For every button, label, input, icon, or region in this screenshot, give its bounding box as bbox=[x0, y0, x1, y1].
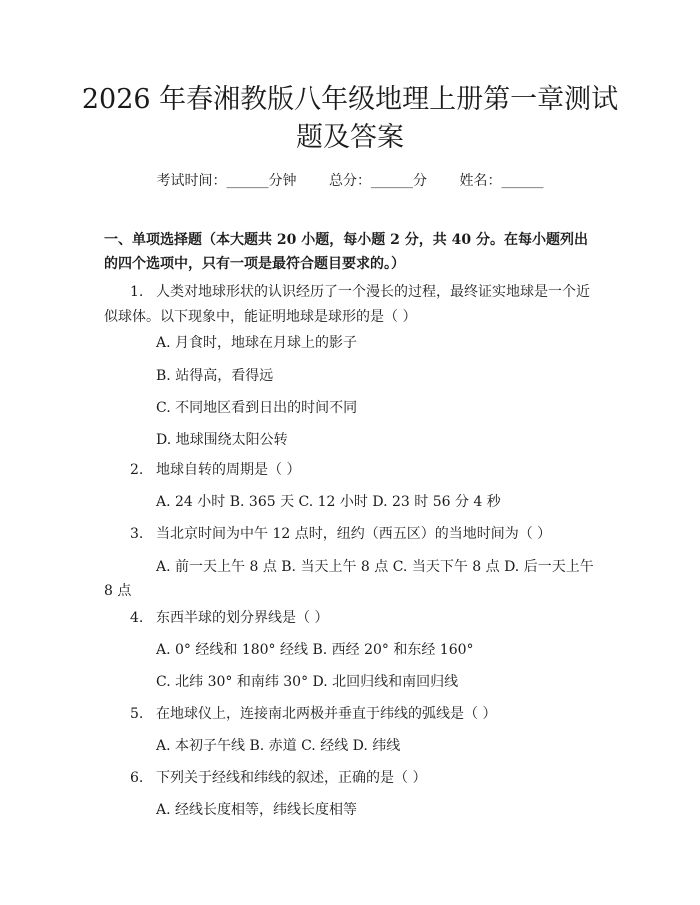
question-text: 下列关于经线和纬线的叙述，正确的是（ ） bbox=[156, 770, 427, 786]
q1-option-a: A. 月食时，地球在月球上的影子 bbox=[156, 335, 358, 351]
question-number: 5. bbox=[130, 706, 144, 722]
question-text: 人类对地球形状的认识经历了一个漫长的过程，最终证实地球是一个近似球体。以下现象中，能证明地球是球形的是（ ） bbox=[104, 284, 590, 325]
question-4 bbox=[104, 606, 596, 631]
question-text: 东西半球的划分界线是（ ） bbox=[156, 610, 329, 626]
question-5 bbox=[104, 702, 596, 727]
question-2 bbox=[104, 458, 596, 483]
q1-option-c: C. 不同地区看到日出的时间不同 bbox=[156, 400, 358, 416]
question-number: 3. bbox=[130, 526, 144, 542]
question-number: 4. bbox=[130, 610, 144, 626]
exam-meta bbox=[0, 170, 700, 190]
section-heading: 一、单项选择题（本大题共 20 小题，每小题 2 分，共 40 分。在每小题列出的四个选项中，只有一项是最符合题目要求的。） bbox=[104, 232, 588, 272]
question-3 bbox=[104, 522, 596, 547]
document-title-line2: 题及答案 bbox=[296, 122, 404, 153]
exam-name: 姓名：______ bbox=[459, 173, 544, 189]
q2-options: A. 24 小时 B. 365 天 C. 12 小时 D. 23 时 56 分 4 秒 bbox=[156, 494, 501, 510]
question-number: 2. bbox=[130, 462, 144, 478]
q4-options-line2: C. 北纬 30° 和南纬 30° D. 北回归线和南回归线 bbox=[156, 674, 459, 690]
question-text: 在地球仪上，连接南北两极并垂直于纬线的弧线是（ ） bbox=[156, 706, 497, 722]
document-title-line1: 2026 年春湘教版八年级地理上册第一章测试 bbox=[81, 84, 619, 115]
exam-time: 考试时间：______分钟 bbox=[156, 173, 297, 189]
question-text: 地球自转的周期是（ ） bbox=[156, 462, 301, 478]
question-6 bbox=[104, 766, 596, 791]
question-number: 6. bbox=[130, 770, 144, 786]
question-text: 当北京时间为中午 12 点时，纽约（西五区）的当地时间为（ ） bbox=[156, 526, 552, 542]
question-1 bbox=[104, 280, 596, 330]
q5-options: A. 本初子午线 B. 赤道 C. 经线 D. 纬线 bbox=[156, 738, 401, 754]
question-number: 1. bbox=[130, 284, 144, 300]
q3-options: A. 前一天上午 8 点 B. 当天上午 8 点 C. 当天下午 8 点 D. 后一天上午 8 点 bbox=[104, 559, 594, 599]
q4-options-line1: A. 0° 经线和 180° 经线 B. 西经 20° 和东经 160° bbox=[156, 642, 474, 658]
q1-option-d: D. 地球围绕太阳公转 bbox=[156, 432, 288, 448]
q6-option-a: A. 经线长度相等，纬线长度相等 bbox=[156, 802, 358, 818]
q1-option-b: B. 站得高，看得远 bbox=[156, 368, 274, 384]
exam-score: 总分：______分 bbox=[329, 173, 427, 189]
